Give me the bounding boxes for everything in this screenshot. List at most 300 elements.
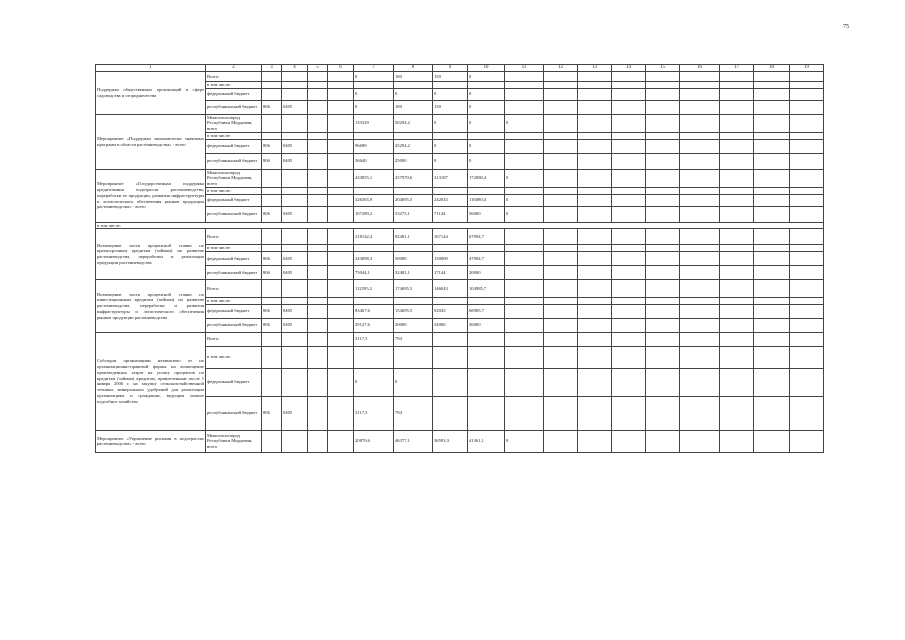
empty-cell <box>578 187 612 194</box>
empty-cell <box>308 187 328 194</box>
empty-cell <box>308 72 328 82</box>
amount-cell <box>433 245 468 252</box>
amount-cell: 29127,6 <box>354 318 394 332</box>
empty-cell <box>720 346 754 368</box>
empty-cell <box>646 318 680 332</box>
funding-source: федеральный бюджет <box>206 88 262 100</box>
table-row <box>96 346 824 368</box>
amount-cell: 154695,5 <box>394 304 433 318</box>
empty-cell <box>646 153 680 169</box>
empty-cell <box>680 346 720 368</box>
empty-cell <box>328 194 354 206</box>
empty-cell <box>754 88 790 100</box>
section-code <box>282 368 308 396</box>
section-code <box>282 346 308 368</box>
empty-cell <box>544 206 578 222</box>
empty-cell <box>544 88 578 100</box>
amount-cell <box>433 82 468 89</box>
empty-cell <box>544 332 578 346</box>
amount-cell: 0 <box>433 88 468 100</box>
amount-cell <box>354 346 394 368</box>
column-number-9: 9 <box>433 65 468 72</box>
empty-cell <box>646 88 680 100</box>
empty-cell <box>680 72 720 82</box>
column-number-5: 5 <box>308 65 328 72</box>
budget-table <box>95 64 824 453</box>
amount-cell <box>433 346 468 368</box>
empty-cell <box>328 153 354 169</box>
empty-cell <box>720 252 754 266</box>
section-code <box>282 169 308 187</box>
amount-cell: 96689 <box>354 139 394 153</box>
empty-cell <box>578 280 612 298</box>
amount-cell: 0 <box>468 100 505 114</box>
empty-cell <box>578 229 612 245</box>
section-code: 0405 <box>282 100 308 114</box>
funding-source: в том числе: <box>206 298 262 305</box>
amount-cell <box>505 132 544 139</box>
empty-cell <box>328 245 354 252</box>
amount-cell <box>394 187 433 194</box>
column-number-6: 6 <box>328 65 354 72</box>
empty-cell <box>544 346 578 368</box>
amount-cell: 167144 <box>433 229 468 245</box>
empty-cell <box>328 430 354 452</box>
amount-cell: 107289,2 <box>354 206 394 222</box>
amount-cell: 146043 <box>433 280 468 298</box>
section-code <box>282 88 308 100</box>
empty-cell <box>790 132 824 139</box>
ministry-code: 806 <box>262 396 282 430</box>
empty-cell <box>612 266 646 280</box>
funding-source: в том числе: <box>206 346 262 368</box>
table-row <box>96 100 824 114</box>
amount-cell: 0 <box>354 368 394 396</box>
empty-cell <box>720 396 754 430</box>
empty-cell <box>612 396 646 430</box>
amount-cell: 318142,4 <box>354 229 394 245</box>
ministry-code: 806 <box>262 252 282 266</box>
amount-cell: 0 <box>468 72 505 82</box>
funding-source: Всего: <box>206 280 262 298</box>
column-number-10: 10 <box>468 65 505 72</box>
table-row <box>96 368 824 396</box>
section-code: 0405 <box>282 266 308 280</box>
column-number-1: 1 <box>96 65 206 72</box>
empty-cell <box>646 298 680 305</box>
header-row <box>96 65 824 72</box>
empty-cell <box>646 169 680 187</box>
table-row <box>96 229 824 245</box>
empty-cell <box>544 368 578 396</box>
ministry-code: 806 <box>262 206 282 222</box>
empty-cell <box>720 304 754 318</box>
empty-cell <box>754 430 790 452</box>
empty-cell <box>646 187 680 194</box>
funding-source: республиканский бюджет <box>206 100 262 114</box>
empty-cell <box>754 229 790 245</box>
empty-cell <box>790 169 824 187</box>
ministry-code <box>262 187 282 194</box>
funding-source: республиканский бюджет <box>206 206 262 222</box>
amount-cell <box>394 245 433 252</box>
amount-cell <box>394 346 433 368</box>
amount-cell <box>394 82 433 89</box>
table-row <box>96 252 824 266</box>
section-code <box>282 187 308 194</box>
empty-cell <box>646 280 680 298</box>
empty-cell <box>790 153 824 169</box>
empty-cell <box>578 245 612 252</box>
empty-cell <box>612 187 646 194</box>
empty-cell <box>790 229 824 245</box>
empty-cell <box>720 72 754 82</box>
ministry-code <box>262 280 282 298</box>
amount-cell: 150 <box>433 100 468 114</box>
empty-cell <box>646 82 680 89</box>
empty-cell <box>754 72 790 82</box>
amount-cell: 794 <box>394 396 433 430</box>
section-code <box>282 132 308 139</box>
amount-cell: 36640 <box>354 153 394 169</box>
empty-cell <box>612 169 646 187</box>
measure-name: Возмещение части процентной ставки по инвестиционным кредитам (займам) на развитие растениеводства, переработки и развития инфраструктуры и логистического обеспечения рынков продукции растениеводства <box>96 280 206 333</box>
column-number-8: 8 <box>394 65 433 72</box>
empty-cell <box>308 346 328 368</box>
empty-cell <box>720 318 754 332</box>
empty-cell <box>790 88 824 100</box>
ministry-code <box>262 229 282 245</box>
table-row <box>96 72 824 82</box>
table-row <box>96 139 824 153</box>
ministry-code <box>262 82 282 89</box>
column-number-2: 2 <box>206 65 262 72</box>
empty-cell <box>328 100 354 114</box>
amount-cell: 326365,9 <box>354 194 394 206</box>
empty-cell <box>578 139 612 153</box>
ministry-code <box>262 298 282 305</box>
table-row <box>96 187 824 194</box>
empty-cell <box>578 72 612 82</box>
funding-source: федеральный бюджет <box>206 304 262 318</box>
section-code <box>282 114 308 132</box>
empty-cell <box>544 245 578 252</box>
empty-cell <box>790 194 824 206</box>
empty-cell <box>328 72 354 82</box>
section-code: 0405 <box>282 252 308 266</box>
amount-cell: 83467,6 <box>354 304 394 318</box>
empty-cell <box>328 252 354 266</box>
amount-cell <box>505 88 544 100</box>
amount-cell <box>468 298 505 305</box>
empty-cell <box>578 430 612 452</box>
empty-cell <box>612 194 646 206</box>
funding-source: республиканский бюджет <box>206 266 262 280</box>
amount-cell <box>505 346 544 368</box>
empty-cell <box>646 229 680 245</box>
empty-cell <box>790 304 824 318</box>
column-number-11: 11 <box>505 65 544 72</box>
amount-cell: 92043 <box>433 304 468 318</box>
empty-cell <box>646 430 680 452</box>
empty-cell <box>680 298 720 305</box>
empty-cell <box>308 318 328 332</box>
empty-cell <box>680 88 720 100</box>
amount-cell <box>394 132 433 139</box>
funding-source: Минсельхозпрод Республики Мордовия, всего <box>206 430 262 452</box>
amount-cell <box>505 252 544 266</box>
table-row <box>96 332 824 346</box>
funding-source: республиканский бюджет <box>206 396 262 430</box>
page-number: 75 <box>843 24 849 30</box>
ministry-code: 806 <box>262 304 282 318</box>
empty-cell <box>328 114 354 132</box>
empty-cell <box>646 332 680 346</box>
amount-cell <box>505 245 544 252</box>
empty-cell <box>612 280 646 298</box>
amount-cell: 53275,1 <box>394 206 433 222</box>
section-code: 0405 <box>282 153 308 169</box>
empty-cell <box>578 153 612 169</box>
empty-cell <box>754 346 790 368</box>
amount-cell: 180 <box>394 72 433 82</box>
empty-cell <box>328 169 354 187</box>
empty-cell <box>680 169 720 187</box>
table-row <box>96 114 824 132</box>
funding-source: Всего: <box>206 72 262 82</box>
amount-cell <box>468 245 505 252</box>
empty-cell <box>790 72 824 82</box>
amount-cell: 20000 <box>394 318 433 332</box>
amount-cell: 25000 <box>394 153 433 169</box>
empty-cell <box>680 252 720 266</box>
empty-cell <box>612 72 646 82</box>
amount-cell <box>433 187 468 194</box>
measure-name: Мероприятие «Управление рисками в подотраслях растениеводства» - всего <box>96 430 206 452</box>
table-row <box>96 280 824 298</box>
empty-cell <box>720 229 754 245</box>
funding-source: федеральный бюджет <box>206 139 262 153</box>
amount-cell <box>505 100 544 114</box>
empty-cell <box>328 187 354 194</box>
empty-cell <box>578 346 612 368</box>
empty-cell <box>720 194 754 206</box>
empty-cell <box>790 206 824 222</box>
amount-cell <box>505 298 544 305</box>
empty-cell <box>308 298 328 305</box>
empty-cell <box>754 245 790 252</box>
empty-cell <box>612 252 646 266</box>
table-row <box>96 206 824 222</box>
table-row <box>96 245 824 252</box>
empty-cell <box>308 206 328 222</box>
empty-cell <box>612 153 646 169</box>
empty-cell <box>308 132 328 139</box>
table-row <box>96 132 824 139</box>
empty-cell <box>720 368 754 396</box>
amount-cell <box>354 132 394 139</box>
amount-cell: 0 <box>505 430 544 452</box>
section-code <box>282 229 308 245</box>
section-code <box>282 194 308 206</box>
empty-cell <box>754 169 790 187</box>
empty-cell <box>646 194 680 206</box>
column-number-19: 19 <box>790 65 824 72</box>
empty-cell <box>720 187 754 194</box>
column-number-7: 7 <box>354 65 394 72</box>
amount-cell <box>468 396 505 430</box>
column-number-18: 18 <box>754 65 790 72</box>
empty-cell <box>328 139 354 153</box>
amount-cell <box>505 72 544 82</box>
amount-cell: 36593,3 <box>433 430 468 452</box>
empty-cell <box>680 430 720 452</box>
empty-cell <box>646 132 680 139</box>
empty-cell <box>578 82 612 89</box>
empty-cell <box>612 430 646 452</box>
amount-cell: 0 <box>468 88 505 100</box>
empty-cell <box>612 132 646 139</box>
amount-cell: 3117,5 <box>354 332 394 346</box>
empty-cell <box>612 332 646 346</box>
empty-cell <box>544 304 578 318</box>
amount-cell <box>468 82 505 89</box>
amount-cell <box>505 332 544 346</box>
empty-cell <box>720 88 754 100</box>
ministry-code <box>262 88 282 100</box>
empty-cell <box>680 229 720 245</box>
amount-cell <box>468 132 505 139</box>
empty-cell <box>308 153 328 169</box>
empty-cell <box>720 298 754 305</box>
amount-cell: 0 <box>394 368 433 396</box>
empty-cell <box>720 206 754 222</box>
empty-cell <box>308 368 328 396</box>
column-number-14: 14 <box>612 65 646 72</box>
amount-cell: 25294,2 <box>394 139 433 153</box>
empty-cell <box>308 332 328 346</box>
amount-cell: 17144 <box>433 266 468 280</box>
funding-source: в том числе: <box>206 187 262 194</box>
table-row <box>96 298 824 305</box>
ministry-code <box>262 368 282 396</box>
amount-cell: 0 <box>468 114 505 132</box>
funding-source: Всего: <box>206 229 262 245</box>
amount-cell: 794 <box>394 332 433 346</box>
amount-cell: 0 <box>433 114 468 132</box>
amount-cell <box>354 245 394 252</box>
empty-cell <box>754 187 790 194</box>
empty-cell <box>790 332 824 346</box>
measure-name: Поддержка общественных организаций в сфере садоводства и огородничества <box>96 72 206 115</box>
amount-cell: 36000 <box>468 318 505 332</box>
amount-cell <box>505 304 544 318</box>
amount-cell <box>354 187 394 194</box>
empty-cell <box>720 139 754 153</box>
ministry-code <box>262 72 282 82</box>
empty-cell <box>578 368 612 396</box>
measure-name: Возмещение части процентной ставки по краткосрочным кредитам (займам) на развитие растениеводства, переработки и реализации продукции растениеводства <box>96 229 206 280</box>
empty-cell <box>754 194 790 206</box>
section-code <box>282 332 308 346</box>
empty-cell <box>720 114 754 132</box>
empty-cell <box>578 88 612 100</box>
table-row <box>96 169 824 187</box>
empty-cell <box>308 194 328 206</box>
amount-cell: 75044,1 <box>354 266 394 280</box>
amount-cell <box>505 266 544 280</box>
empty-cell <box>646 72 680 82</box>
funding-source: республиканский бюджет <box>206 318 262 332</box>
empty-cell <box>790 298 824 305</box>
amount-cell: 257970,6 <box>394 169 433 187</box>
funding-source: федеральный бюджет <box>206 252 262 266</box>
amount-cell <box>505 153 544 169</box>
empty-cell <box>612 100 646 114</box>
amount-cell: 0 <box>354 72 394 82</box>
empty-cell <box>578 169 612 187</box>
table-row <box>96 194 824 206</box>
amount-cell: 50000 <box>394 252 433 266</box>
section-code: 0405 <box>282 206 308 222</box>
empty-cell <box>308 88 328 100</box>
empty-cell <box>612 245 646 252</box>
amount-cell <box>505 187 544 194</box>
ministry-code <box>262 169 282 187</box>
empty-cell <box>544 229 578 245</box>
empty-cell <box>612 206 646 222</box>
empty-cell <box>646 139 680 153</box>
amount-cell: 71144 <box>433 206 468 222</box>
empty-cell <box>308 100 328 114</box>
empty-cell <box>720 245 754 252</box>
table-row <box>96 430 824 452</box>
empty-cell <box>612 139 646 153</box>
empty-cell <box>754 318 790 332</box>
amount-cell: 0 <box>354 88 394 100</box>
empty-cell <box>680 132 720 139</box>
amount-cell: 56000 <box>468 206 505 222</box>
ministry-code: 806 <box>262 100 282 114</box>
empty-cell <box>544 114 578 132</box>
empty-cell <box>544 396 578 430</box>
section-code <box>282 72 308 82</box>
empty-cell <box>578 332 612 346</box>
empty-cell <box>308 280 328 298</box>
empty-cell <box>646 252 680 266</box>
amount-cell: 433855,1 <box>354 169 394 187</box>
funding-source: в том числе: <box>206 82 262 89</box>
empty-cell <box>790 100 824 114</box>
empty-cell <box>578 194 612 206</box>
funding-source: Минсельхозпрод Республики Мордовия, всего <box>206 114 262 132</box>
amount-cell <box>433 298 468 305</box>
amount-cell <box>354 298 394 305</box>
empty-cell <box>328 88 354 100</box>
empty-cell <box>308 114 328 132</box>
amount-cell <box>505 396 544 430</box>
column-number-4: 4 <box>282 65 308 72</box>
empty-cell <box>612 298 646 305</box>
empty-cell <box>328 132 354 139</box>
funding-source: федеральный бюджет <box>206 194 262 206</box>
column-number-15: 15 <box>646 65 680 72</box>
empty-cell <box>720 430 754 452</box>
amount-cell: 116080,4 <box>468 194 505 206</box>
amount-cell: 180 <box>394 100 433 114</box>
amount-cell <box>505 82 544 89</box>
empty-cell <box>720 132 754 139</box>
